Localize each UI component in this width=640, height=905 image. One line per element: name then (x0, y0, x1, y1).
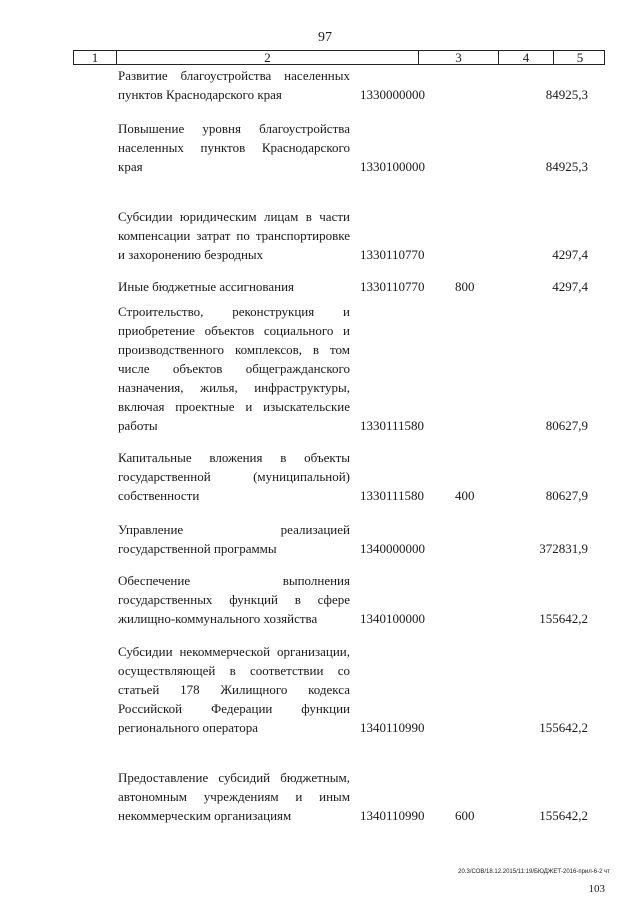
row-name: Развитие благоустройства населенных пунктов Краснодарского края (118, 68, 350, 102)
row-code: 1340110990 (360, 808, 425, 823)
row-type: 600 (455, 808, 475, 823)
table-row (0, 304, 640, 435)
table-row (0, 276, 640, 296)
table-row (0, 520, 640, 558)
row-amount: 155642,2 (539, 808, 588, 823)
table-row (0, 643, 640, 737)
row-name: Субсидии некоммерческой организации, осуществляющей в соответствии со статьей 178 Жилищного кодекса Российской Федерации функции регионального оператора (118, 644, 350, 735)
row-amount: 4297,4 (552, 279, 588, 294)
row-type: 400 (455, 488, 475, 503)
row-code: 1330000000 (360, 87, 425, 102)
table-header (73, 50, 605, 65)
row-amount: 155642,2 (539, 611, 588, 626)
row-code: 1340000000 (360, 541, 425, 556)
page-number: 97 (318, 30, 332, 45)
row-code: 1330110770 (360, 279, 425, 294)
table-row (0, 68, 640, 104)
row-name: Капитальные вложения в объекты государственной (муниципальной) собственности (118, 450, 350, 503)
row-amount: 4297,4 (552, 247, 588, 262)
row-amount: 372831,9 (539, 541, 588, 556)
header-col-4: 4 (499, 51, 554, 64)
row-amount: 80627,9 (545, 418, 588, 433)
table-row (0, 188, 640, 264)
row-name: Субсидии юридическим лицам в части компенсации затрат по транспортировке и захоронению безродных (118, 209, 350, 262)
table-row (0, 572, 640, 628)
footer-page-number: 103 (588, 883, 605, 895)
row-amount: 80627,9 (545, 488, 588, 503)
header-col-1: 1 (74, 51, 117, 64)
row-name: Предоставление субсидий бюджетным, автономным учреждениям и иным некоммерческим организациям (118, 770, 350, 823)
row-type: 800 (455, 279, 475, 294)
table-row (0, 750, 640, 825)
header-col-2: 2 (117, 51, 419, 64)
row-code: 1340100000 (360, 611, 425, 626)
row-code: 1330100000 (360, 159, 425, 174)
header-col-3: 3 (419, 51, 499, 64)
row-name: Обеспечение выполнения государственных функций в сфере жилищно-коммунального хозяйства (118, 573, 350, 626)
table-row (0, 120, 640, 176)
row-amount: 84925,3 (545, 159, 588, 174)
row-code: 1330111580 (360, 418, 425, 433)
row-code: 1340110990 (360, 720, 425, 735)
row-code: 1330110770 (360, 247, 425, 262)
row-amount: 84925,3 (545, 87, 588, 102)
row-name: Повышение уровня благоустройства населенных пунктов Краснодарского края (118, 121, 350, 174)
row-amount: 155642,2 (539, 720, 588, 735)
row-name: Иные бюджетные ассигнования (118, 279, 295, 294)
header-col-5: 5 (576, 50, 584, 65)
footer-reference: 20.3/СОВ/18.12.2015/11:19/БЮДЖЕТ-2016-прил-6-2 чт (458, 869, 610, 875)
row-code: 1330111580 (360, 488, 425, 503)
row-name: Строительство, реконструкция и приобретение объектов социального и производственного комплексов, в том числе объектов общегражданского назначения, жилья, инфраструктуры, включая проектные и изыскательские работы (118, 304, 350, 433)
table-row (0, 450, 640, 505)
row-name: Управление реализацией государственной программы (118, 522, 350, 556)
